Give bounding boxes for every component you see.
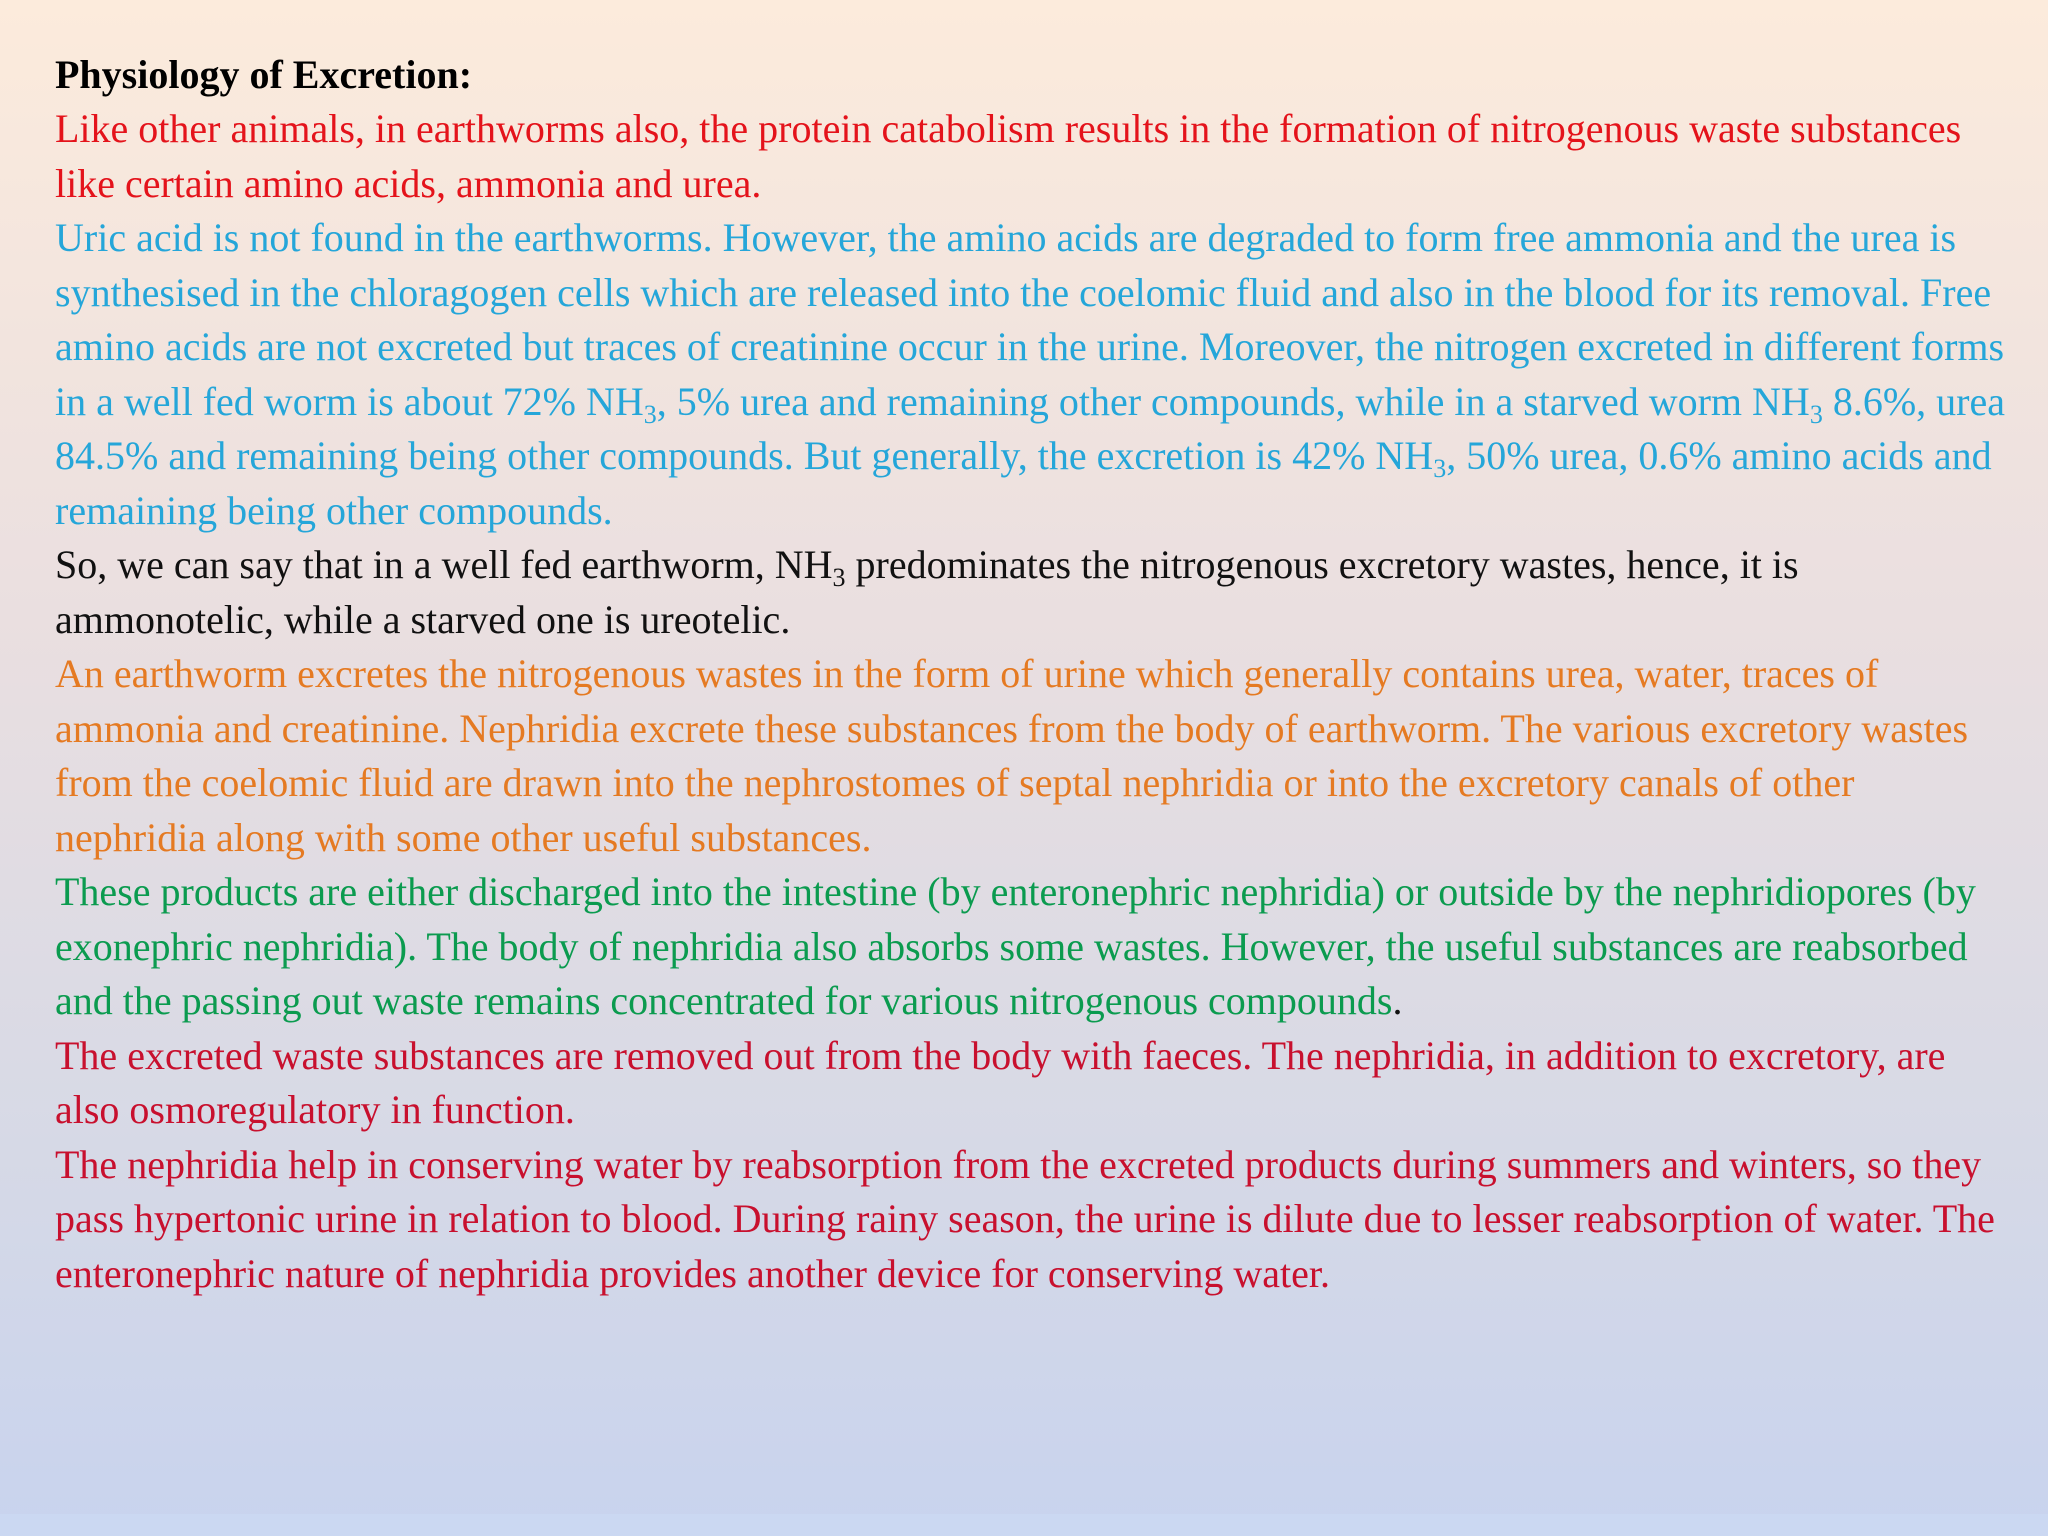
bottom-strip: [0, 1514, 2048, 1536]
paragraph-text-part: predominates the nitrogenous excretory wastes, hence, it is ammonotelic, while a starved one is ureotelic.: [55, 542, 1799, 642]
paragraph-conserving-water: [55, 1138, 2005, 1302]
paragraph-text: The nephridia help in conserving water by reabsorption from the excreted products during summers and winters, so they pass hypertonic urine in relation to blood. During rainy season, the urine is dilute due to lesser reabsorption of water. The enteronephric nature of nephridia provides another device for conserving water.: [55, 1141, 1995, 1296]
paragraph-text: The excreted waste substances are removed out from the body with faeces. The nephridia, in addition to excretory, are also osmoregulatory in function.: [55, 1032, 1946, 1132]
paragraph-urine: [55, 647, 2005, 865]
paragraph-text-part: , 50% urea, 0.6% amino acids and remaining being other compounds.: [55, 433, 1992, 533]
paragraph-text: Like other animals, in earthworms also, the protein catabolism results in the formation of nitrogenous waste substances like certain amino acids, ammonia and urea.: [55, 106, 1962, 206]
paragraph-osmoregulation: [55, 1029, 2005, 1138]
subscript-3: 3: [832, 563, 846, 592]
paragraph-ammonotelic: [55, 538, 2005, 647]
subscript-3: 3: [1433, 454, 1447, 483]
subscript-3: 3: [1809, 399, 1823, 429]
slide-title: Physiology of Excretion:: [55, 52, 473, 97]
paragraph-text-part: , 5% urea and remaining other compounds, while in a starved worm NH: [656, 378, 1810, 424]
subscript-3: 3: [643, 399, 657, 429]
paragraph-text-part: Uric acid is not found in the earthworms. However, the amino acids are degraded to form free ammonia and the urea is synthesised in the chloragogen cells which are released into the coelomic fluid and also in the blood for its removal. Free amino acids are not excreted but traces of creatinine occur in the urine. Moreover, the nitrogen excreted in different forms in a well fed worm is about 72% NH: [55, 215, 2005, 424]
paragraph-text-part: So, we can say that in a well fed earthworm, NH: [55, 542, 833, 587]
paragraph-protein-catabolism: [55, 102, 2005, 211]
paragraph-nitrogen-forms: [55, 211, 2005, 538]
paragraph-period: .: [1392, 978, 1403, 1023]
paragraph-text-part: 8.6%, urea 84.5% and remaining being other compounds. But generally, the excretion is 42% NH: [55, 378, 2005, 478]
paragraph-text: These products are either discharged into the intestine (by enteronephric nephridia) or outside by the nephridiopores (by exonephric nephridia). The body of nephridia also absorbs some wastes. However, the useful substances are reabsorbed and the passing out waste remains concentrated for various nitrogenous compounds: [55, 869, 1976, 1023]
paragraph-nephridia-discharge: [55, 865, 2005, 1029]
paragraph-text: An earthworm excretes the nitrogenous wastes in the form of urine which generally contains urea, water, traces of ammonia and creatinine. Nephridia excrete these substances from the body of earthworm. The various excretory wastes from the coelomic fluid are drawn into the nephrostomes of septal nephridia or into the excretory canals of other nephridia along with some other useful substances.: [55, 651, 1969, 860]
